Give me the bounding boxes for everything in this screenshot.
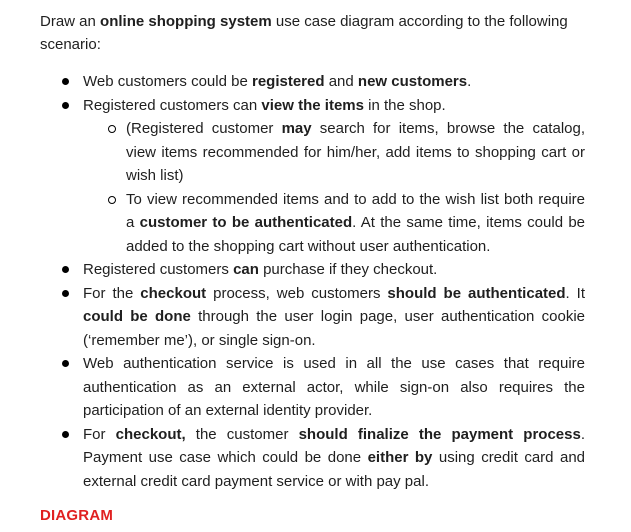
text-run: Web authentication service is used in all the use cases that require authentication as an external actor, while sign-on also requires the participation of an external identity provider. — [83, 355, 585, 419]
text-run: and — [324, 73, 358, 90]
text-run: Web customers could be — [83, 73, 252, 90]
bullet-item — [40, 70, 585, 94]
bullet-item — [40, 282, 585, 353]
text-run: purchase if they checkout. — [258, 261, 438, 278]
bold-text: could be done — [83, 308, 191, 325]
text-run: through the user login page, user authentication cookie (‘remember me’), or single sign-on. — [83, 308, 586, 349]
bold-text: customer to be authenticated — [139, 214, 353, 231]
bullet-item — [40, 258, 585, 282]
scenario-list — [40, 70, 585, 493]
bullet-item — [40, 352, 585, 423]
text-run: . Payment use case which could be done — [83, 425, 585, 466]
text-run: Registered customers can — [83, 96, 262, 114]
sub-bullet-item — [83, 117, 585, 188]
bold-text: should be authenticated — [387, 284, 566, 302]
text-run: Registered customers — [83, 261, 234, 278]
text-run: Draw an — [40, 13, 101, 30]
bold-text: checkout, — [115, 425, 186, 443]
text-run: (Registered customer — [126, 120, 282, 137]
text-run: . — [467, 73, 472, 90]
bold-text: checkout — [140, 284, 207, 302]
bold-text: view the items — [261, 96, 364, 114]
text-run: search for items, browse the catalog, view items recommended for him/her, add items to shopping cart or wish list) — [126, 120, 585, 184]
bold-text: can — [233, 261, 259, 278]
bold-text: new customers — [357, 73, 468, 90]
text-run: . It — [565, 284, 586, 302]
bold-text: should finalize the payment process — [298, 425, 581, 443]
bold-text: either by — [367, 449, 433, 466]
text-run: in the shop. — [363, 96, 446, 114]
sub-bullet-list — [83, 117, 585, 258]
diagram-heading: DIAGRAM — [40, 507, 114, 524]
bold-text: online shopping system — [100, 13, 272, 30]
bold-text: registered — [251, 73, 325, 90]
sub-bullet-item — [83, 188, 585, 259]
document-page — [40, 10, 585, 524]
text-run: use case diagram according to the following scenario: — [40, 13, 568, 53]
text-run: For the — [83, 284, 141, 302]
bold-text: may — [281, 120, 312, 137]
text-run: process, web customers — [206, 284, 388, 302]
text-run: To view recommended items and to add to the wish list both require a — [126, 190, 585, 231]
text-run: the customer — [185, 425, 299, 443]
text-run: . At the same time, items could be added to the shopping cart without user authentication. — [126, 214, 586, 255]
text-run: For — [83, 425, 116, 443]
bullet-item — [40, 94, 585, 259]
bullet-item — [40, 423, 585, 494]
intro-paragraph — [40, 10, 585, 56]
text-run: using credit card and external credit card payment service or with pay pal. — [83, 449, 586, 490]
